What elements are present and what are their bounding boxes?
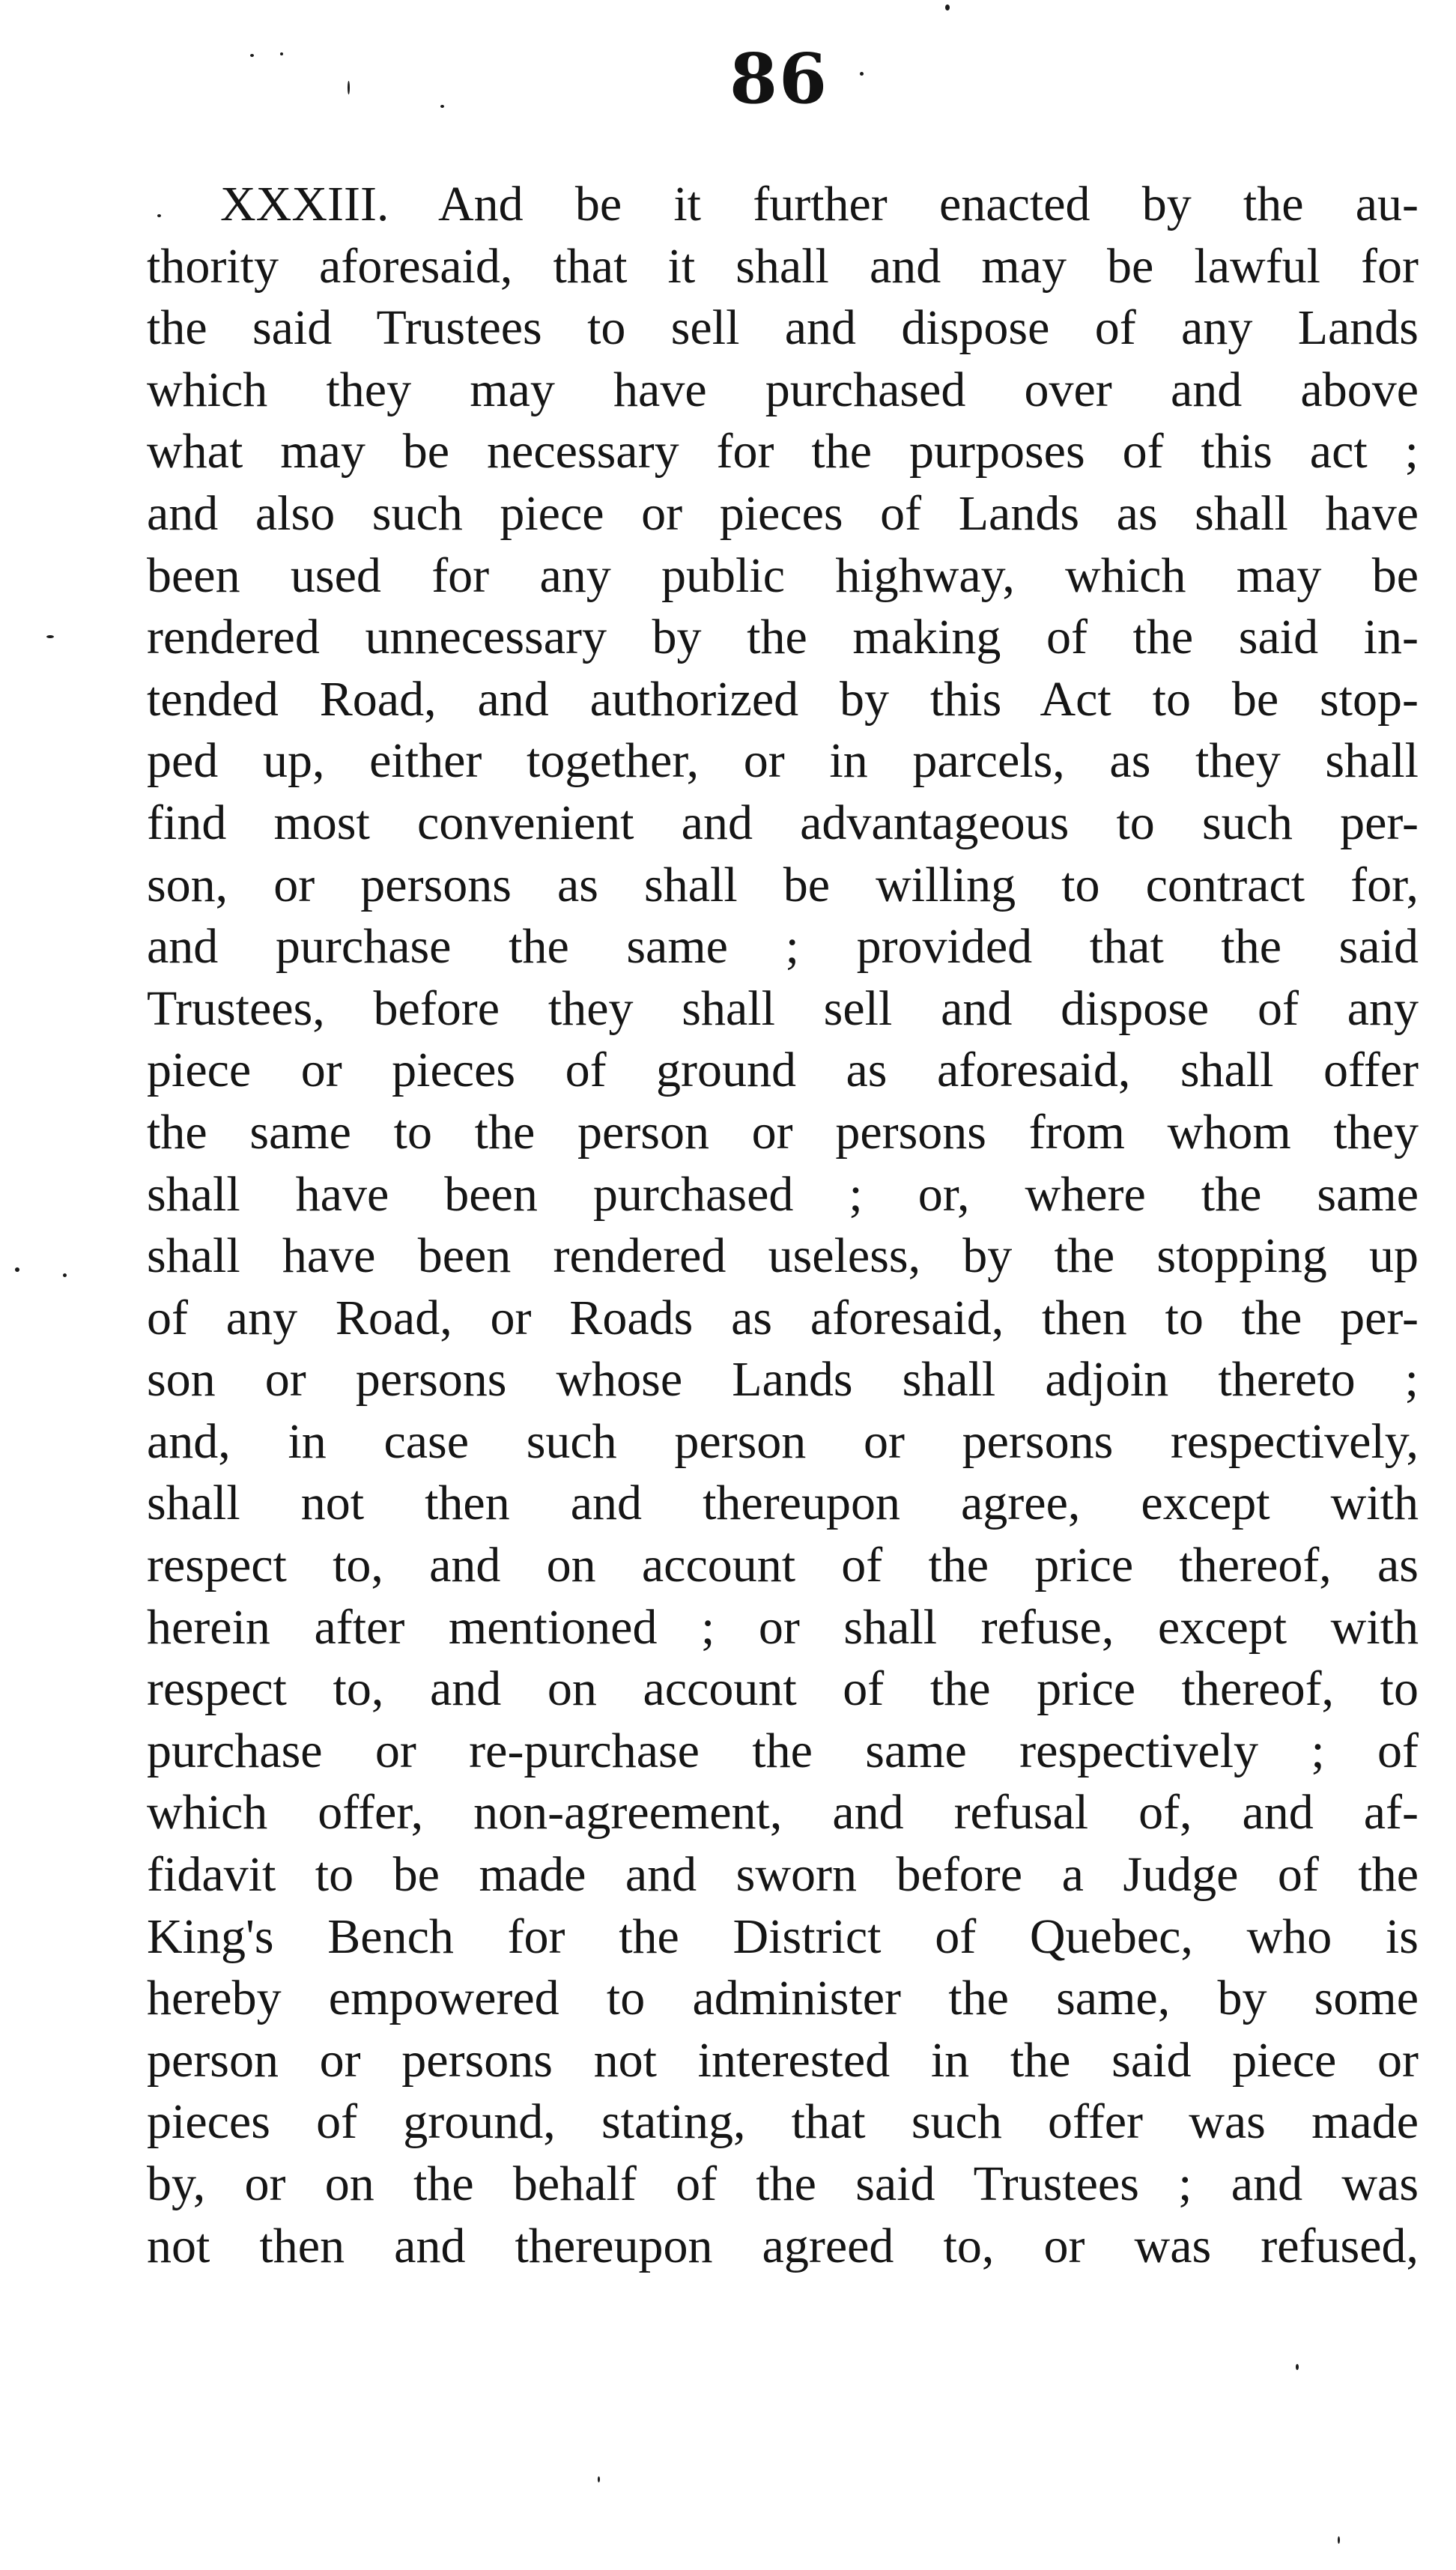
text-line: shall have been purchased ; or, where the same xyxy=(147,1166,1419,1222)
text-line: not then and thereupon agreed to, or was refused, xyxy=(147,2218,1419,2273)
scan-speck xyxy=(1296,2364,1299,2370)
text-line: purchase or re-purchase the same respectively ; of xyxy=(147,1723,1419,1778)
text-line: which offer, non-agreement, and refusal of, and af- xyxy=(147,1785,1419,1840)
text-line: son or persons whose Lands shall adjoin thereto ; xyxy=(147,1352,1419,1407)
scan-speck xyxy=(46,635,54,638)
scan-speck xyxy=(1338,2536,1340,2544)
text-line: shall have been rendered useless, by the stopping up xyxy=(147,1228,1419,1284)
scan-speck xyxy=(440,105,444,108)
text-line: pieces of ground, stating, that such offer was made xyxy=(147,2094,1419,2150)
body-text xyxy=(147,174,1419,2277)
text-line: shall not then and thereupon agree, except with xyxy=(147,1476,1419,1531)
text-line: XXXIII. And be it further enacted by the au- xyxy=(220,177,1419,231)
text-line: and, in case such person or persons respectively, xyxy=(147,1413,1419,1469)
text-line: ped up, either together, or in parcels, as they shall xyxy=(147,733,1419,789)
text-line: find most convenient and advantageous to such per- xyxy=(147,795,1419,850)
text-line: respect to, and on account of the price thereof, to xyxy=(147,1661,1419,1717)
text-line: Trustees, before they shall sell and dispose of any xyxy=(147,981,1419,1036)
text-line: rendered unnecessary by the making of the said in- xyxy=(147,610,1419,665)
text-line: thority aforesaid, that it shall and may be lawful for xyxy=(147,238,1419,294)
text-line: son, or persons as shall be willing to contract for, xyxy=(147,857,1419,912)
scan-speck xyxy=(598,2476,600,2482)
page-number: 86 xyxy=(729,38,829,119)
text-line: tended Road, and authorized by this Act to be stop- xyxy=(147,671,1419,727)
text-line: person or persons not interested in the said piece or xyxy=(147,2032,1419,2088)
text-line: fidavit to be made and sworn before a Judge of the xyxy=(147,1847,1419,1903)
scan-speck xyxy=(348,81,350,94)
text-line: and purchase the same ; provided that the said xyxy=(147,919,1419,975)
text-line: the said Trustees to sell and dispose of any Lands xyxy=(147,300,1419,356)
scan-speck xyxy=(63,1273,67,1277)
text-line: herein after mentioned ; or shall refuse, except with xyxy=(147,1599,1419,1655)
scan-speck xyxy=(15,1267,19,1272)
text-line: the same to the person or persons from whom they xyxy=(147,1104,1419,1160)
text-line: which they may have purchased over and above xyxy=(147,362,1419,417)
text-line: respect to, and on account of the price thereof, as xyxy=(147,1538,1419,1593)
text-line: of any Road, or Roads as aforesaid, then to the per- xyxy=(147,1290,1419,1345)
text-line: hereby empowered to administer the same, by some xyxy=(147,1971,1419,2026)
scan-speck xyxy=(860,72,864,76)
text-line: what may be necessary for the purposes of this act ; xyxy=(147,424,1419,479)
text-line: King's Bench for the District of Quebec, who is xyxy=(147,1909,1419,1964)
text-line: been used for any public highway, which may be xyxy=(147,548,1419,603)
scan-speck xyxy=(280,52,283,55)
text-line: piece or pieces of ground as aforesaid, shall offer xyxy=(147,1043,1419,1098)
scan-speck xyxy=(250,54,254,57)
scan-speck xyxy=(157,214,161,217)
scan-speck xyxy=(945,4,950,10)
text-line: and also such piece or pieces of Lands as shall have xyxy=(147,485,1419,541)
text-line: by, or on the behalf of the said Trustees ; and was xyxy=(147,2157,1419,2211)
